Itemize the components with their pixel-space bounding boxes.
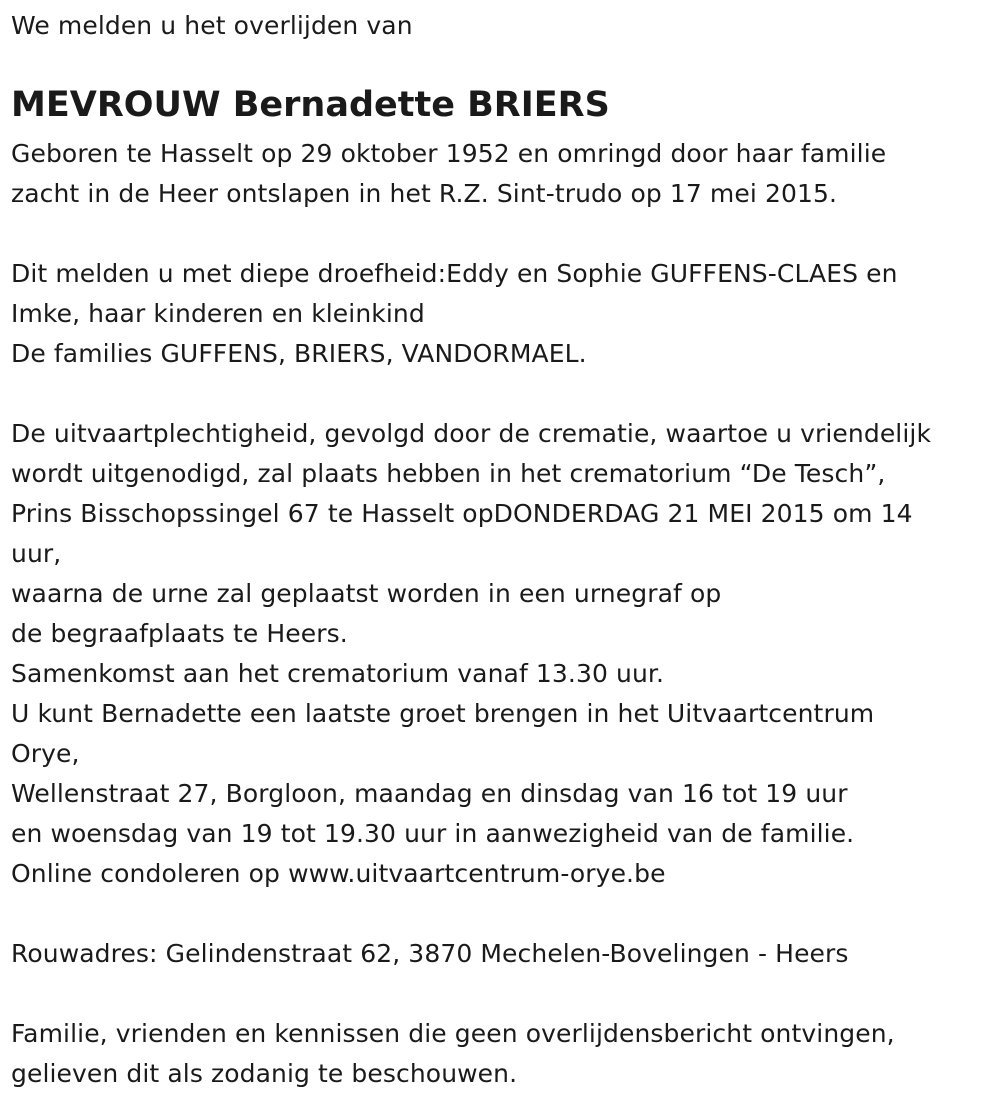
condolence-link-line: Online condoleren op www.uitvaartcentrum-orye.be <box>11 859 666 888</box>
family-paragraph <box>11 254 898 374</box>
ceremony-line: De uitvaartplechtigheid, gevolgd door de crematie, waartoe u vriendelijk <box>11 419 932 448</box>
ceremony-line: en woensdag van 19 tot 19.30 uur in aanwezigheid van de familie. <box>11 819 855 848</box>
closing-paragraph <box>11 1014 895 1094</box>
closing-line: gelieven dit als zodanig te beschouwen. <box>11 1059 518 1088</box>
birth-paragraph <box>11 134 886 214</box>
ceremony-line: Samenkomst aan het crematorium vanaf 13.30 uur. <box>11 659 665 688</box>
ceremony-line: Orye, <box>11 739 80 768</box>
deceased-name: MEVROUW Bernadette BRIERS <box>11 85 610 125</box>
family-line: Imke, haar kinderen en kleinkind <box>11 299 425 328</box>
ceremony-line: wordt uitgenodigd, zal plaats hebben in het crematorium “De Tesch”, <box>11 459 886 488</box>
ceremony-line: uur, <box>11 539 62 568</box>
birth-line: zacht in de Heer ontslapen in het R.Z. Sint-trudo op 17 mei 2015. <box>11 179 838 208</box>
ceremony-line: U kunt Bernadette een laatste groet brengen in het Uitvaartcentrum <box>11 699 875 728</box>
closing-line: Familie, vrienden en kennissen die geen overlijdensbericht ontvingen, <box>11 1019 895 1048</box>
ceremony-paragraph <box>11 414 931 894</box>
address-paragraph <box>11 934 849 974</box>
ceremony-line: Prins Bisschopssingel 67 te Hasselt opDONDERDAG 21 MEI 2015 om 14 <box>11 499 913 528</box>
intro-text: We melden u het overlijden van <box>11 11 413 40</box>
mourning-address: Rouwadres: Gelindenstraat 62, 3870 Mechelen-Bovelingen - Heers <box>11 939 849 968</box>
family-line: Dit melden u met diepe droefheid:Eddy en Sophie GUFFENS-CLAES en <box>11 259 898 288</box>
ceremony-line: waarna de urne zal geplaatst worden in een urnegraf op <box>11 579 722 608</box>
birth-line: Geboren te Hasselt op 29 oktober 1952 en omringd door haar familie <box>11 139 887 168</box>
ceremony-line: Wellenstraat 27, Borgloon, maandag en dinsdag van 16 tot 19 uur <box>11 779 848 808</box>
family-line: De families GUFFENS, BRIERS, VANDORMAEL. <box>11 339 587 368</box>
ceremony-line: de begraafplaats te Heers. <box>11 619 348 648</box>
